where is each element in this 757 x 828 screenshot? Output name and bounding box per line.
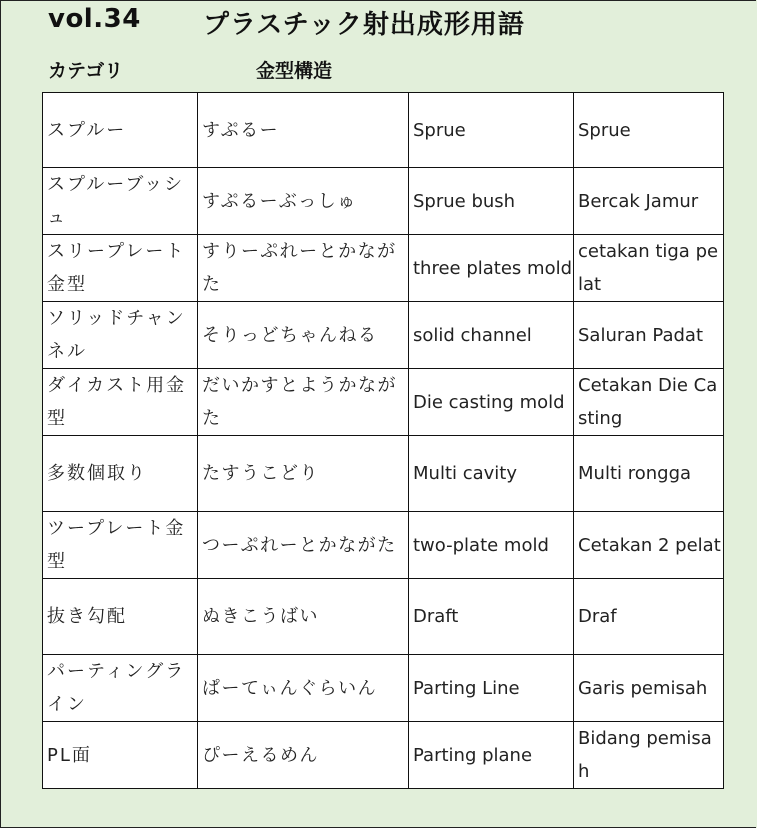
reading-cell[interactable]: すりーぷれーとかながた	[198, 235, 409, 302]
term-cell[interactable]: PL面	[43, 722, 198, 789]
table-row	[43, 655, 724, 722]
category-value: 金型構造	[256, 60, 333, 82]
english-cell[interactable]: Sprue bush	[409, 168, 574, 235]
english-cell[interactable]: Parting Line	[409, 655, 574, 722]
term-cell[interactable]: スプルーブッシュ	[43, 168, 198, 235]
term-cell[interactable]: ソリッドチャンネル	[43, 302, 198, 369]
indonesian-cell[interactable]: Sprue	[574, 93, 724, 168]
table-row	[43, 235, 724, 302]
indonesian-cell[interactable]: Multi rongga	[574, 436, 724, 512]
reading-cell[interactable]: だいかすとようかながた	[198, 369, 409, 436]
reading-cell[interactable]: そりっどちゃんねる	[198, 302, 409, 369]
indonesian-cell[interactable]: Draf	[574, 579, 724, 655]
table-row	[43, 436, 724, 512]
table-row	[43, 168, 724, 235]
term-cell[interactable]: パーティングライン	[43, 655, 198, 722]
indonesian-cell[interactable]: Garis pemisah	[574, 655, 724, 722]
term-cell[interactable]: ツープレート金型	[43, 512, 198, 579]
reading-cell[interactable]: つーぷれーとかながた	[198, 512, 409, 579]
term-cell[interactable]: 多数個取り	[43, 436, 198, 512]
volume-label: vol.34	[48, 4, 141, 34]
table-row	[43, 512, 724, 579]
english-cell[interactable]: Die casting mold	[409, 369, 574, 436]
reading-cell[interactable]: たすうこどり	[198, 436, 409, 512]
english-cell[interactable]: Sprue	[409, 93, 574, 168]
english-cell[interactable]: solid channel	[409, 302, 574, 369]
english-cell[interactable]: Multi cavity	[409, 436, 574, 512]
english-cell[interactable]: two-plate mold	[409, 512, 574, 579]
indonesian-cell[interactable]: cetakan tiga pelat	[574, 235, 724, 302]
reading-cell[interactable]: すぷるー	[198, 93, 409, 168]
table-row	[43, 722, 724, 789]
table-row	[43, 579, 724, 655]
reading-cell[interactable]: すぷるーぶっしゅ	[198, 168, 409, 235]
category-label: カテゴリ	[48, 60, 124, 82]
indonesian-cell[interactable]: Cetakan 2 pelat	[574, 512, 724, 579]
table-row	[43, 93, 724, 168]
reading-cell[interactable]: ぱーてぃんぐらいん	[198, 655, 409, 722]
english-cell[interactable]: Draft	[409, 579, 574, 655]
table-row	[43, 369, 724, 436]
indonesian-cell[interactable]: Bercak Jamur	[574, 168, 724, 235]
indonesian-cell[interactable]: Saluran Padat	[574, 302, 724, 369]
table-row	[43, 302, 724, 369]
term-cell[interactable]: ダイカスト用金型	[43, 369, 198, 436]
term-cell[interactable]: 抜き勾配	[43, 579, 198, 655]
indonesian-cell[interactable]: Bidang pemisah	[574, 722, 724, 789]
terms-table-body	[43, 93, 724, 789]
term-cell[interactable]: スプルー	[43, 93, 198, 168]
terms-table	[42, 92, 724, 789]
page-title: プラスチック射出成形用語	[203, 10, 525, 40]
english-cell[interactable]: three plates mold	[409, 235, 574, 302]
indonesian-cell[interactable]: Cetakan Die Casting	[574, 369, 724, 436]
reading-cell[interactable]: ぴーえるめん	[198, 722, 409, 789]
term-cell[interactable]: スリープレート金型	[43, 235, 198, 302]
reading-cell[interactable]: ぬきこうばい	[198, 579, 409, 655]
english-cell[interactable]: Parting plane	[409, 722, 574, 789]
